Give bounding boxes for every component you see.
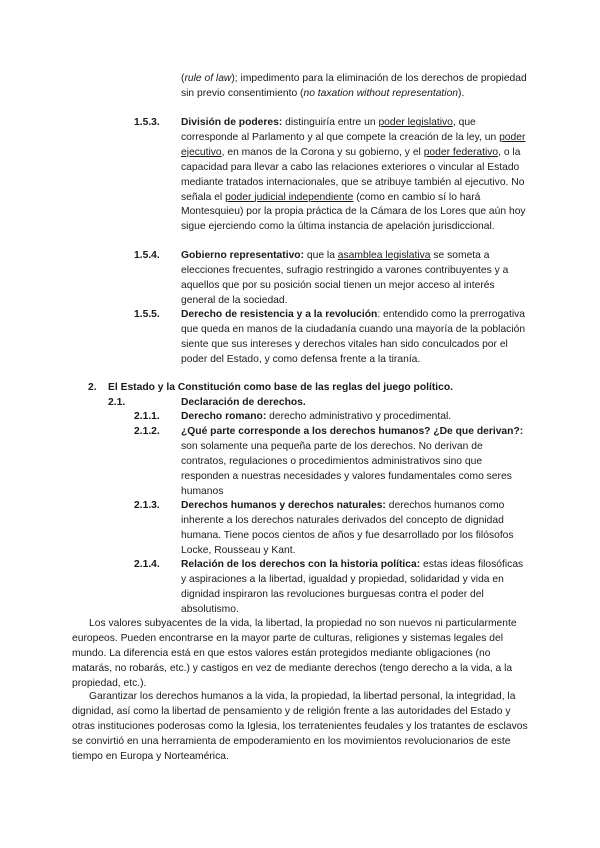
- section-number-2-1-2: 2.1.2.: [134, 426, 160, 437]
- section-number-1-5-5: 1.5.5.: [134, 309, 160, 320]
- underlined-term: poder judicial independiente: [225, 191, 354, 203]
- continuation-paragraph: [181, 72, 528, 102]
- section-2-1-1: [181, 410, 528, 425]
- text-run: ).: [458, 87, 465, 99]
- body-paragraph-2: Garantizar los derechos humanos a la vida, la propiedad, la libertad personal, la integridad, la dignidad, así como la libertad de pensamiento y de religión frente a las autoridades del Estado y otras instituciones poderosas como la Iglesia, los terratenientes feudales y los tratantes de esclavos se convirtió en una herramienta de empoderamiento en los movimientos revolucionarios de este tiempo en Europa y Norteamérica.: [72, 691, 528, 762]
- section-number-2-1-4: 2.1.4.: [134, 559, 160, 570]
- text-run: , en manos de la Corona y su gobierno, y el: [221, 146, 424, 158]
- section-title: Gobierno representativo:: [181, 250, 305, 261]
- section-2-1-2: [181, 425, 528, 500]
- section-1-5-5: [181, 308, 528, 368]
- underlined-term: poder federativo: [423, 146, 499, 158]
- section-title: Derecho romano:: [181, 411, 267, 422]
- text-run: (: [181, 73, 185, 84]
- text-run: : entendido como la prerrogativa que queda en manos de la ciudadanía cuando una mayoría de la población siente que sus intereses y derechos vitales han sido conculcados por el poder del Estado, y como defensa frente a la tiranía.: [181, 309, 526, 365]
- section-2-1-4: [181, 558, 528, 618]
- section-2-1-heading: [181, 396, 528, 411]
- section-number-2-1: 2.1.: [108, 397, 126, 408]
- text-run: , o la capacidad para llevar a cabo las relaciones exteriores o vincular al Estado mediante tratados internacionales, que se atribuye también al ejecutivo. No señala el: [181, 146, 525, 203]
- text-run: estas ideas filosóficas y aspiraciones a la libertad, igualdad y propiedad, solidaridad y vida en dignidad inspiraron las revoluciones burguesas contra el poder del absolutismo.: [181, 559, 524, 615]
- text-run: (como en cambio sí lo hará Montesquieu) por la propia práctica de la Cámara de los Lores que aún hoy sigue ejerciendo como la última instancia de apelación jurisdiccional.: [181, 191, 526, 233]
- text-run: son solamente una pequeña parte de los derechos. No derivan de contratos, regulaciones o procedimientos administrativos sino que responden a nuestras necesidades y valores fundamentales como seres humanos: [181, 440, 512, 497]
- section-1-5-3: [181, 116, 528, 235]
- section-number-2: 2.: [88, 382, 97, 393]
- text-run: se someta a elecciones frecuentes, sufragio restringido a varones contribuyentes y a aquellos que por su posición social tienen un mejor acceso al interés general de la sociedad.: [181, 250, 509, 306]
- section-number-2-1-3: 2.1.3.: [134, 500, 160, 511]
- section-number-1-5-3: 1.5.3.: [134, 117, 160, 128]
- underlined-term: asamblea legislativa: [337, 250, 431, 261]
- text-run: derechos humanos como inherente a los derechos naturales derivados del concepto de dignidad humana. Tiene pocos cientos de años y fue desarrollado por los filósofos Locke, Rousseau y Kant.: [181, 500, 514, 556]
- text-run: ); impedimento para la eliminación de los derechos de propiedad sin previo consentimiento (: [181, 73, 527, 99]
- underlined-term: poder ejecutivo: [181, 131, 526, 158]
- section-title: Derecho de resistencia y a la revolución: [181, 309, 378, 320]
- body-paragraph-1: Los valores subyacentes de la vida, la libertad, la propiedad no son nuevos ni particularmente europeos. Pueden encontrarse en la mayor parte de culturas, religiones y sistemas legales del mundo. La diferencia está en que estos valores están protegidos mediante obligaciones (no matarás, no robarás, etc.) y castigos en vez de mediante derechos (tengo derecho a la vida, a la propiedad, etc.).: [72, 618, 517, 689]
- underlined-term: poder legislativo: [378, 117, 453, 128]
- section-title: Relación de los derechos con la historia política:: [181, 559, 421, 570]
- section-title: ¿Qué parte corresponde a los derechos humanos? ¿De que derivan?:: [181, 426, 524, 437]
- section-title: El Estado y la Constitución como base de las reglas del juego político.: [108, 382, 454, 393]
- text-run: derecho administrativo y procedimental.: [266, 411, 452, 422]
- text-run: distinguiría entre un: [282, 117, 379, 128]
- section-number-1-5-4: 1.5.4.: [134, 250, 160, 261]
- section-title: División de poderes:: [181, 117, 283, 128]
- section-1-5-4: [181, 249, 528, 309]
- section-number-2-1-1: 2.1.1.: [134, 411, 160, 422]
- text-run: , que corresponde al Parlamento y al que compete la creación de la ley, un: [181, 117, 500, 143]
- section-title: Declaración de derechos.: [181, 397, 306, 408]
- section-2-1-3: [181, 499, 528, 559]
- section-title: Derechos humanos y derechos naturales:: [181, 500, 386, 511]
- section-2-heading: [108, 381, 528, 396]
- text-run: que la: [304, 250, 338, 261]
- italic-term: rule of law: [184, 73, 232, 84]
- italic-term: no taxation without representation: [303, 87, 459, 99]
